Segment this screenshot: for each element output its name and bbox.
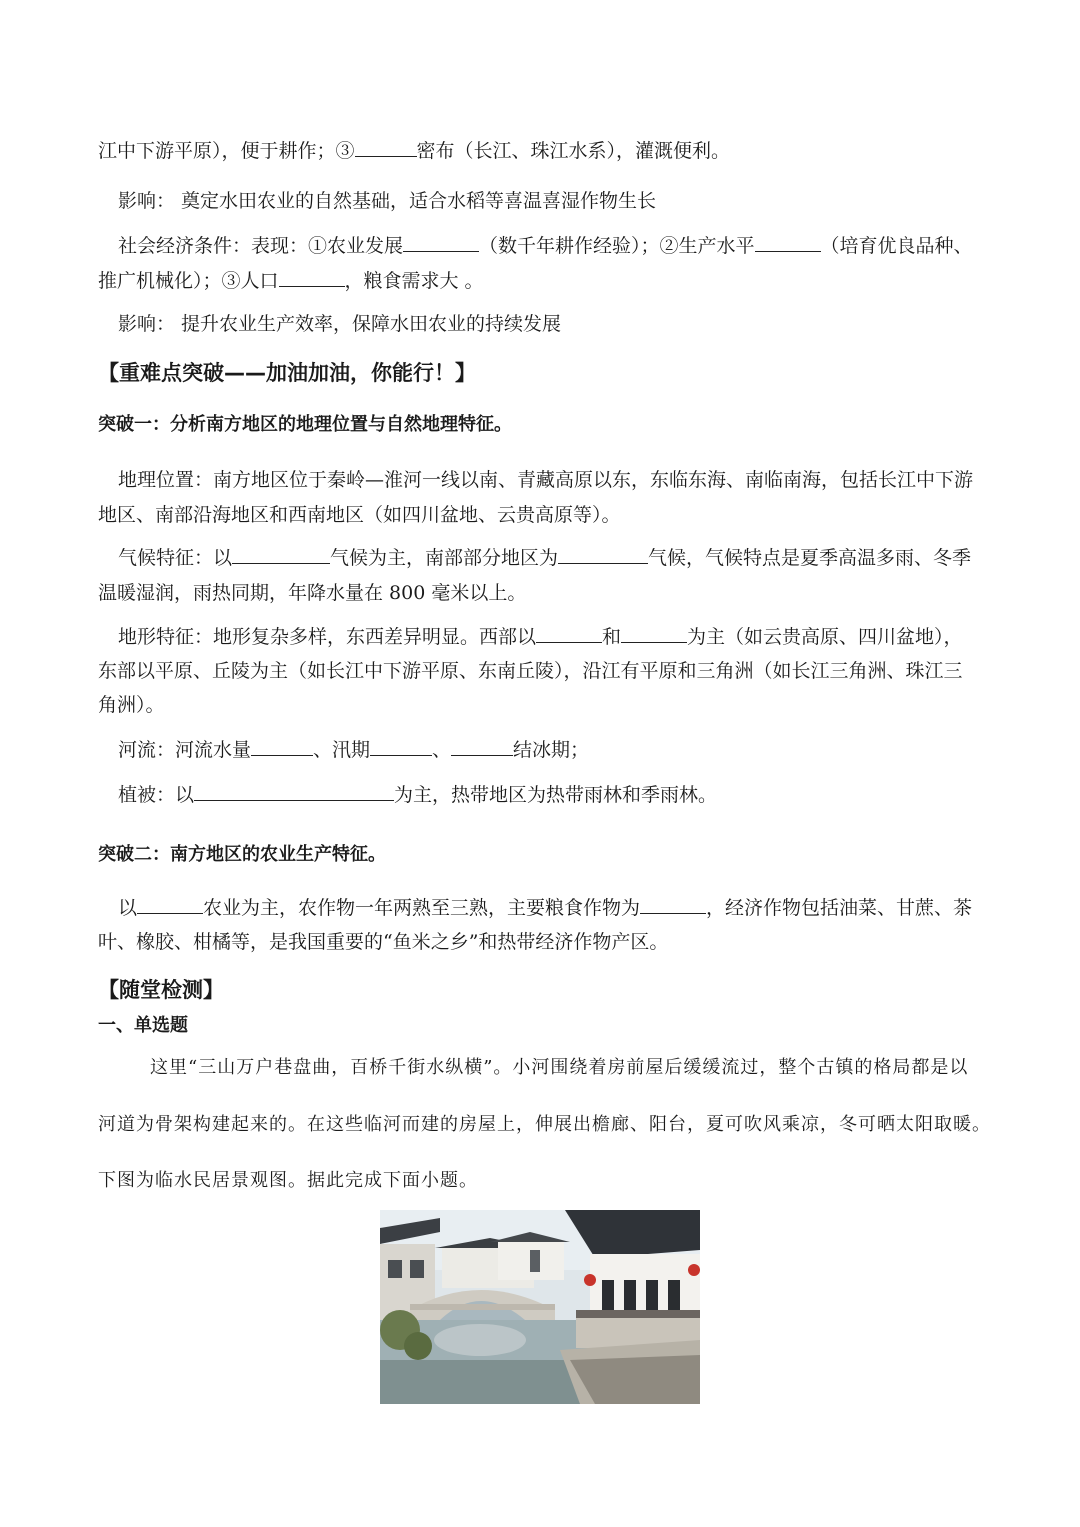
fill-blank bbox=[370, 737, 432, 756]
question-line-2 bbox=[98, 1112, 991, 1138]
text-segment: 农业为主，农作物一年两熟至三熟，主要粮食作物为 bbox=[203, 897, 641, 919]
text-line-2 bbox=[118, 188, 656, 214]
text-segment: 河道为骨架构建起来的。在这些临河而建的房屋上，伸展出檐廊、阳台，夏可吹风乘凉，冬可晒太阳取暖。 bbox=[98, 1114, 991, 1135]
section-heading-key-points: 【重难点突破——加油加油，你能行！】 bbox=[98, 361, 476, 385]
fill-blank bbox=[640, 895, 706, 914]
text-segment: 江中下游平原），便于耕作；③ bbox=[98, 140, 355, 162]
agri-line-2 bbox=[98, 929, 668, 955]
question-line-3 bbox=[98, 1168, 478, 1194]
vegetation-line bbox=[118, 782, 717, 808]
text-segment: 地理位置：南方地区位于秦岭—淮河一线以南、青藏高原以东，东临东海、南临南海，包括长江中下游 bbox=[118, 469, 974, 491]
section-heading-test: 【随堂检测】 bbox=[98, 978, 224, 1002]
fill-blank bbox=[536, 624, 602, 643]
terrain-line-3 bbox=[98, 692, 165, 718]
text-segment: 影响： 奠定水田农业的自然基础，适合水稻等喜温喜湿作物生长 bbox=[118, 190, 657, 212]
text-line-1 bbox=[98, 138, 730, 164]
text-segment: ，粮食需求大 。 bbox=[344, 270, 484, 292]
fill-blank bbox=[355, 138, 417, 157]
text-segment: 东部以平原、丘陵为主（如长江中下游平原、东南丘陵），沿江有平原和三角洲（如长江三角洲、珠江三 bbox=[98, 660, 963, 682]
fill-blank bbox=[558, 545, 648, 564]
text-segment: 这里“三山万户巷盘曲，百桥千街水纵横”。小河围绕着房前屋后缓缓流过，整个古镇的格局都是以 bbox=[150, 1057, 969, 1078]
text-segment: 、 bbox=[432, 739, 452, 761]
waterside-town-photo bbox=[380, 1210, 700, 1404]
text-segment: 影响： 提升农业生产效率，保障水田农业的持续发展 bbox=[118, 313, 562, 335]
fill-blank bbox=[755, 233, 821, 252]
fill-blank bbox=[403, 233, 479, 252]
text-segment: 为主（如云贵高原、四川盆地）， bbox=[687, 626, 963, 648]
text-segment: 密布（长江、珠江水系），灌溉便利。 bbox=[416, 140, 731, 162]
text-segment: 气候特征：以 bbox=[118, 547, 233, 569]
text-segment: 地形特征：地形复杂多样，东西差异明显。西部以 bbox=[118, 626, 537, 648]
fill-blank bbox=[621, 624, 687, 643]
fill-blank bbox=[279, 268, 345, 287]
river-line bbox=[118, 737, 589, 763]
fill-blank bbox=[251, 737, 313, 756]
text-segment: 社会经济条件：表现：①农业发展 bbox=[118, 235, 404, 257]
fill-blank bbox=[137, 895, 203, 914]
fill-blank bbox=[194, 782, 394, 801]
location-line-1 bbox=[118, 467, 973, 493]
breakthrough-2-heading: 突破二：南方地区的农业生产特征。 bbox=[98, 844, 386, 865]
text-segment: 推广机械化）；③人口 bbox=[98, 270, 279, 292]
text-segment: 植被：以 bbox=[118, 784, 195, 806]
text-segment: 叶、橡胶、柑橘等，是我国重要的“鱼米之乡”和热带经济作物产区。 bbox=[98, 931, 669, 953]
question-line-1 bbox=[150, 1055, 968, 1081]
agri-line-1 bbox=[118, 895, 972, 921]
text-segment: （培育优良品种、 bbox=[820, 235, 973, 257]
text-segment: （数千年耕作经验）；②生产水平 bbox=[479, 235, 755, 257]
text-segment: 气候，气候特点是夏季高温多雨、冬季 bbox=[648, 547, 972, 569]
text-segment: 为主，热带地区为热带雨林和季雨林。 bbox=[394, 784, 718, 806]
text-segment: 气候为主，南部部分地区为 bbox=[330, 547, 559, 569]
text-segment: 地区、南部沿海地区和西南地区（如四川盆地、云贵高原等）。 bbox=[98, 504, 621, 526]
text-segment: 、汛期 bbox=[313, 739, 371, 761]
text-line-4 bbox=[98, 268, 484, 294]
text-segment: ，经济作物包括油菜、甘蔗、茶 bbox=[706, 897, 973, 919]
breakthrough-1-heading: 突破一：分析南方地区的地理位置与自然地理特征。 bbox=[98, 414, 512, 435]
text-segment: 结冰期； bbox=[513, 739, 590, 761]
text-segment: 下图为临水民居景观图。据此完成下面小题。 bbox=[98, 1170, 478, 1191]
fill-blank bbox=[451, 737, 513, 756]
text-segment: 温暖湿润，雨热同期，年降水量在 800 毫米以上。 bbox=[98, 582, 527, 604]
text-segment: 角洲）。 bbox=[98, 694, 165, 716]
terrain-line-2 bbox=[98, 658, 963, 684]
location-line-2 bbox=[98, 502, 621, 528]
climate-line-2 bbox=[98, 580, 526, 606]
text-segment: 和 bbox=[602, 626, 622, 648]
climate-line-1 bbox=[118, 545, 971, 571]
text-line-3 bbox=[118, 233, 973, 259]
waterside-town-illustration bbox=[380, 1210, 700, 1404]
fill-blank bbox=[232, 545, 330, 564]
single-choice-heading: 一、单选题 bbox=[98, 1015, 188, 1036]
terrain-line-1 bbox=[118, 624, 963, 650]
text-segment: 以 bbox=[118, 897, 138, 919]
text-line-5 bbox=[118, 311, 561, 337]
text-segment: 河流：河流水量 bbox=[118, 739, 252, 761]
